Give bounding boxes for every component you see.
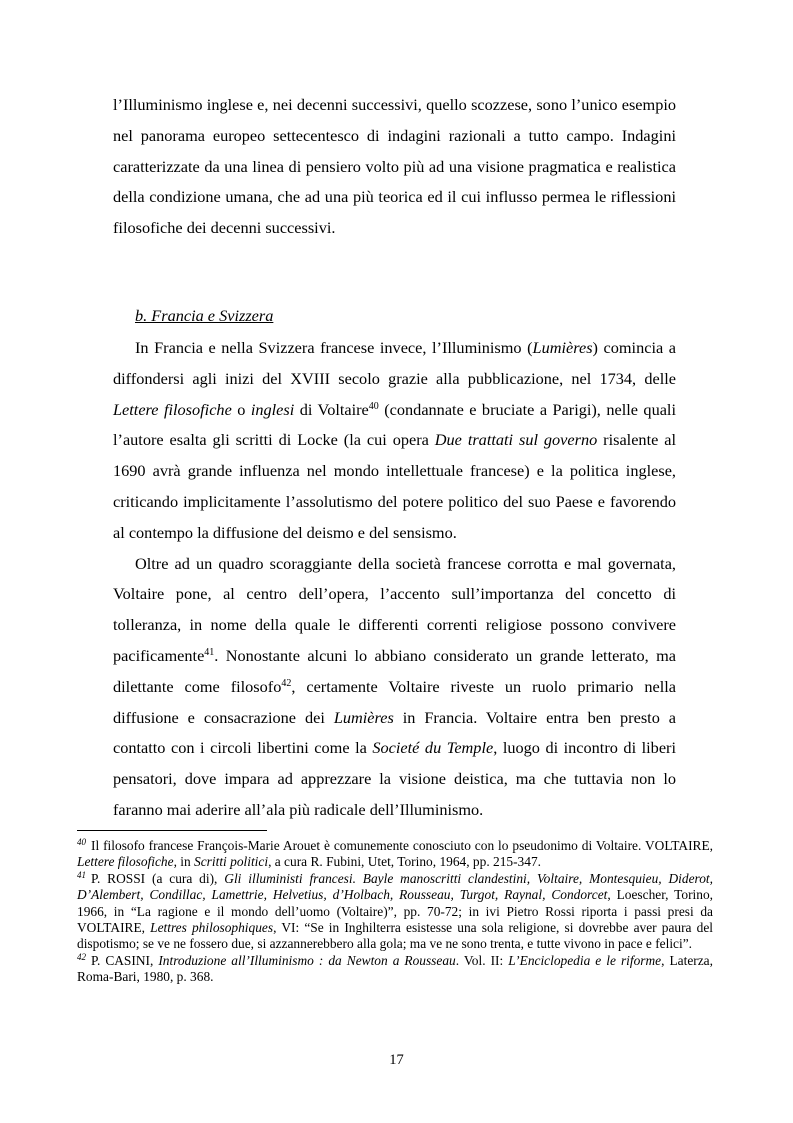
text-run: . Vol. II:	[455, 952, 509, 968]
italic-run: Lettres philosophiques	[150, 920, 274, 936]
paragraph-francia	[113, 333, 676, 549]
section-body	[113, 333, 676, 826]
text-run: Oltre ad un quadro scoraggiante della società francese corrotta e mal governata, Voltaire pone, al centro dell’opera, l’accento sull’importanza del concetto di tolleranza, in nome della quale le differenti correnti religiose possono convivere pacificamente	[113, 553, 676, 665]
text-run: , VI: “Se in Inghilterra esistesse una sola religione, si dovrebbe aver paura del dispotismo; se ve ne fossero due, si azzannerebbero alla gola; ma ve ne sono trenta, e tutte vivono in pace e felici”.	[77, 920, 713, 952]
text-run: risalente al 1690 avrà grande influenza nel mondo intellettuale francese) e la politica inglese, criticando implicitamente l’assolutismo del potere politico del suo Paese e favorendo al contempo la diffusione del deismo e del sensismo.	[113, 430, 676, 542]
italic-run: Due trattati sul governo	[434, 430, 598, 450]
text-run: . Nonostante alcuni lo abbiano considerato un grande letterato, ma dilettante come filosofo	[113, 645, 676, 696]
text-run: , certamente Voltaire riveste un ruolo primario nella diffusione e consacrazione dei	[113, 676, 677, 727]
text-run: , Laterza, Roma-Bari, 1980, p. 368.	[77, 952, 713, 985]
footnote-mark: 40	[77, 837, 86, 847]
footnote-ref-42[interactable]: 42	[281, 677, 292, 689]
footnote-mark: 42	[77, 951, 86, 962]
italic-run: Lumières	[333, 707, 394, 727]
italic-run: Scritti politici	[194, 854, 269, 870]
text-run: Il filosofo francese François-Marie Arouet è comunemente conosciuto con lo pseudonimo di Voltaire. VOLTAIRE,	[91, 838, 713, 853]
text-run: di Voltaire	[294, 399, 369, 419]
italic-run: Lettere filosofiche	[113, 399, 232, 419]
footnote-separator	[77, 830, 267, 831]
paragraph-illuminismo-inglese	[113, 90, 676, 244]
text-run: in Francia. Voltaire entra ben presto a contatto con i circoli libertini come la	[113, 707, 677, 758]
text-run: P. CASINI,	[91, 952, 159, 968]
italic-run: Lettere filosofiche	[77, 854, 174, 870]
italic-run: Gli illuministi francesi. Bayle manoscritti clandestini, Voltaire, Montesquieu, Diderot, D’Alembert, Condillac, Lamettrie, Helvetius, d’Holbach, Rousseau, Turgot, Raynal, Condorcet	[77, 870, 713, 903]
section-heading: b. Francia e Svizzera	[135, 306, 274, 325]
italic-run: L’Enciclopedia e le riforme	[508, 952, 662, 968]
italic-run: Lumières	[532, 338, 593, 357]
italic-run: Societé du Temple	[372, 738, 494, 758]
text-run: In Francia e nella Svizzera francese invece, l’Illuminismo (	[135, 338, 533, 357]
text-run: (condannate e bruciate a Parigi), nelle quali l’autore esalta gli scritti di Locke (la cui opera	[113, 399, 676, 450]
footnote-ref-41[interactable]: 41	[204, 646, 215, 658]
text-run: , Loescher, Torino, 1966, in “La ragione e il mondo dell’uomo (Voltaire)”, pp. 70-72; in ivi Pietro Rossi riporta i passi presi da VOLTAIRE,	[77, 887, 713, 936]
footnotes	[77, 838, 713, 986]
footnote-40	[77, 838, 713, 871]
italic-run: Introduzione all’Illuminismo : da Newton a Rousseau	[158, 952, 456, 968]
italic-run: inglesi	[250, 399, 295, 419]
text-run: , luogo di incontro di liberi pensatori, dove impara ad apprezzare la visione deistica, ma che tuttavia non lo faranno mai aderire all’ala più radicale dell’Illuminismo.	[113, 738, 676, 819]
page-number: 17	[389, 1052, 404, 1068]
footnote-mark: 41	[77, 869, 86, 880]
text-run: P. ROSSI (a cura di),	[91, 870, 225, 886]
text-run: , in	[173, 854, 195, 870]
paragraph-text: l’Illuminismo inglese e, nei decenni successivi, quello scozzese, sono l’unico esempio nel panorama europeo settecentesco di indagini razionali a tutto campo. Indagini caratterizzate da una linea di pensiero volto più ad una visione pragmatica e realistica della condizione umana, che ad una più teorica ed il cui influsso permea le riflessioni filosofiche dei decenni successivi.	[113, 95, 676, 238]
text-run: o	[231, 399, 251, 419]
paragraph-voltaire	[113, 549, 676, 826]
text-run: ) comincia a diffondersi agli inizi del XVIII secolo grazie alla pubblicazione, nel 1734, delle	[113, 338, 676, 388]
footnote-ref-40[interactable]: 40	[368, 400, 379, 412]
footnote-42	[77, 953, 713, 986]
text-run: , a cura R. Fubini, Utet, Torino, 1964, pp. 215-347.	[268, 854, 541, 870]
footnote-41	[77, 871, 713, 953]
